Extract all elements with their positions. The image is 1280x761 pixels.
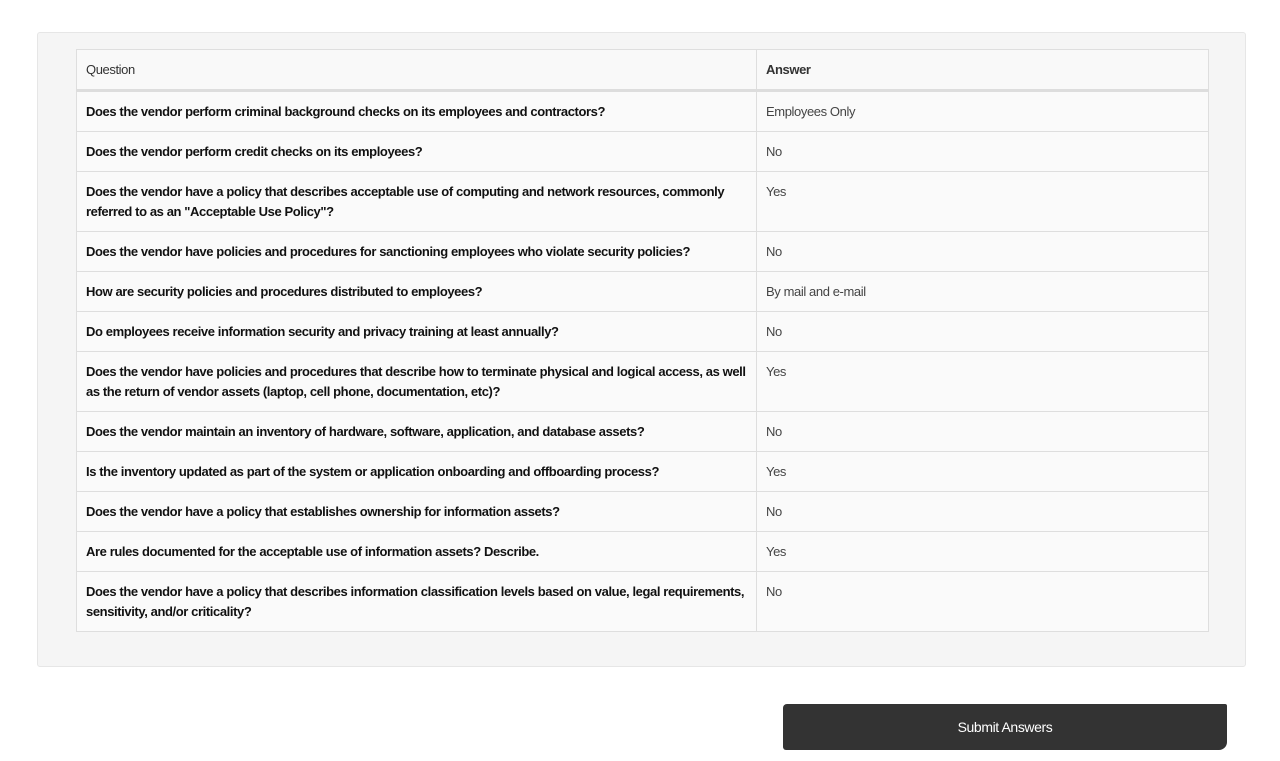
table-row — [77, 91, 1209, 132]
question-cell: Do employees receive information security and privacy training at least annually? — [77, 312, 757, 352]
table-header-row — [77, 50, 1209, 91]
question-cell: Are rules documented for the acceptable use of information assets? Describe. — [77, 532, 757, 572]
question-cell: Does the vendor maintain an inventory of hardware, software, application, and database assets? — [77, 412, 757, 452]
table-row — [77, 172, 1209, 232]
table-row — [77, 532, 1209, 572]
column-header-answer: Answer — [757, 50, 1209, 91]
question-cell: Does the vendor have a policy that describes information classification levels based on value, legal requirements, sensitivity, and/or criticality? — [77, 572, 757, 632]
table-row — [77, 272, 1209, 312]
answer-cell: No — [757, 572, 1209, 632]
question-cell: Does the vendor have a policy that describes acceptable use of computing and network resources, commonly referred to as an "Acceptable Use Policy"? — [77, 172, 757, 232]
answers-table — [76, 49, 1209, 632]
question-cell: Does the vendor perform criminal background checks on its employees and contractors? — [77, 91, 757, 132]
question-cell: Does the vendor have a policy that establishes ownership for information assets? — [77, 492, 757, 532]
table-row — [77, 232, 1209, 272]
answer-cell: No — [757, 412, 1209, 452]
column-header-question: Question — [77, 50, 757, 91]
table-row — [77, 352, 1209, 412]
answer-cell: Yes — [757, 172, 1209, 232]
answer-cell: Yes — [757, 352, 1209, 412]
answer-cell: Yes — [757, 452, 1209, 492]
submit-answers-button[interactable]: Submit Answers — [783, 704, 1227, 750]
question-cell: Does the vendor have policies and procedures for sanctioning employees who violate security policies? — [77, 232, 757, 272]
question-cell: How are security policies and procedures distributed to employees? — [77, 272, 757, 312]
answer-cell: No — [757, 132, 1209, 172]
table-row — [77, 132, 1209, 172]
question-cell: Is the inventory updated as part of the system or application onboarding and offboarding process? — [77, 452, 757, 492]
answer-cell: No — [757, 232, 1209, 272]
table-row — [77, 572, 1209, 632]
answer-cell: No — [757, 312, 1209, 352]
question-cell: Does the vendor have policies and procedures that describe how to terminate physical and logical access, as well as the return of vendor assets (laptop, cell phone, documentation, etc)? — [77, 352, 757, 412]
answer-cell: No — [757, 492, 1209, 532]
answer-cell: By mail and e-mail — [757, 272, 1209, 312]
answer-cell: Employees Only — [757, 91, 1209, 132]
table-row — [77, 452, 1209, 492]
table-row — [77, 312, 1209, 352]
table-row — [77, 412, 1209, 452]
answer-cell: Yes — [757, 532, 1209, 572]
answers-panel — [37, 32, 1246, 667]
table-row — [77, 492, 1209, 532]
question-cell: Does the vendor perform credit checks on its employees? — [77, 132, 757, 172]
